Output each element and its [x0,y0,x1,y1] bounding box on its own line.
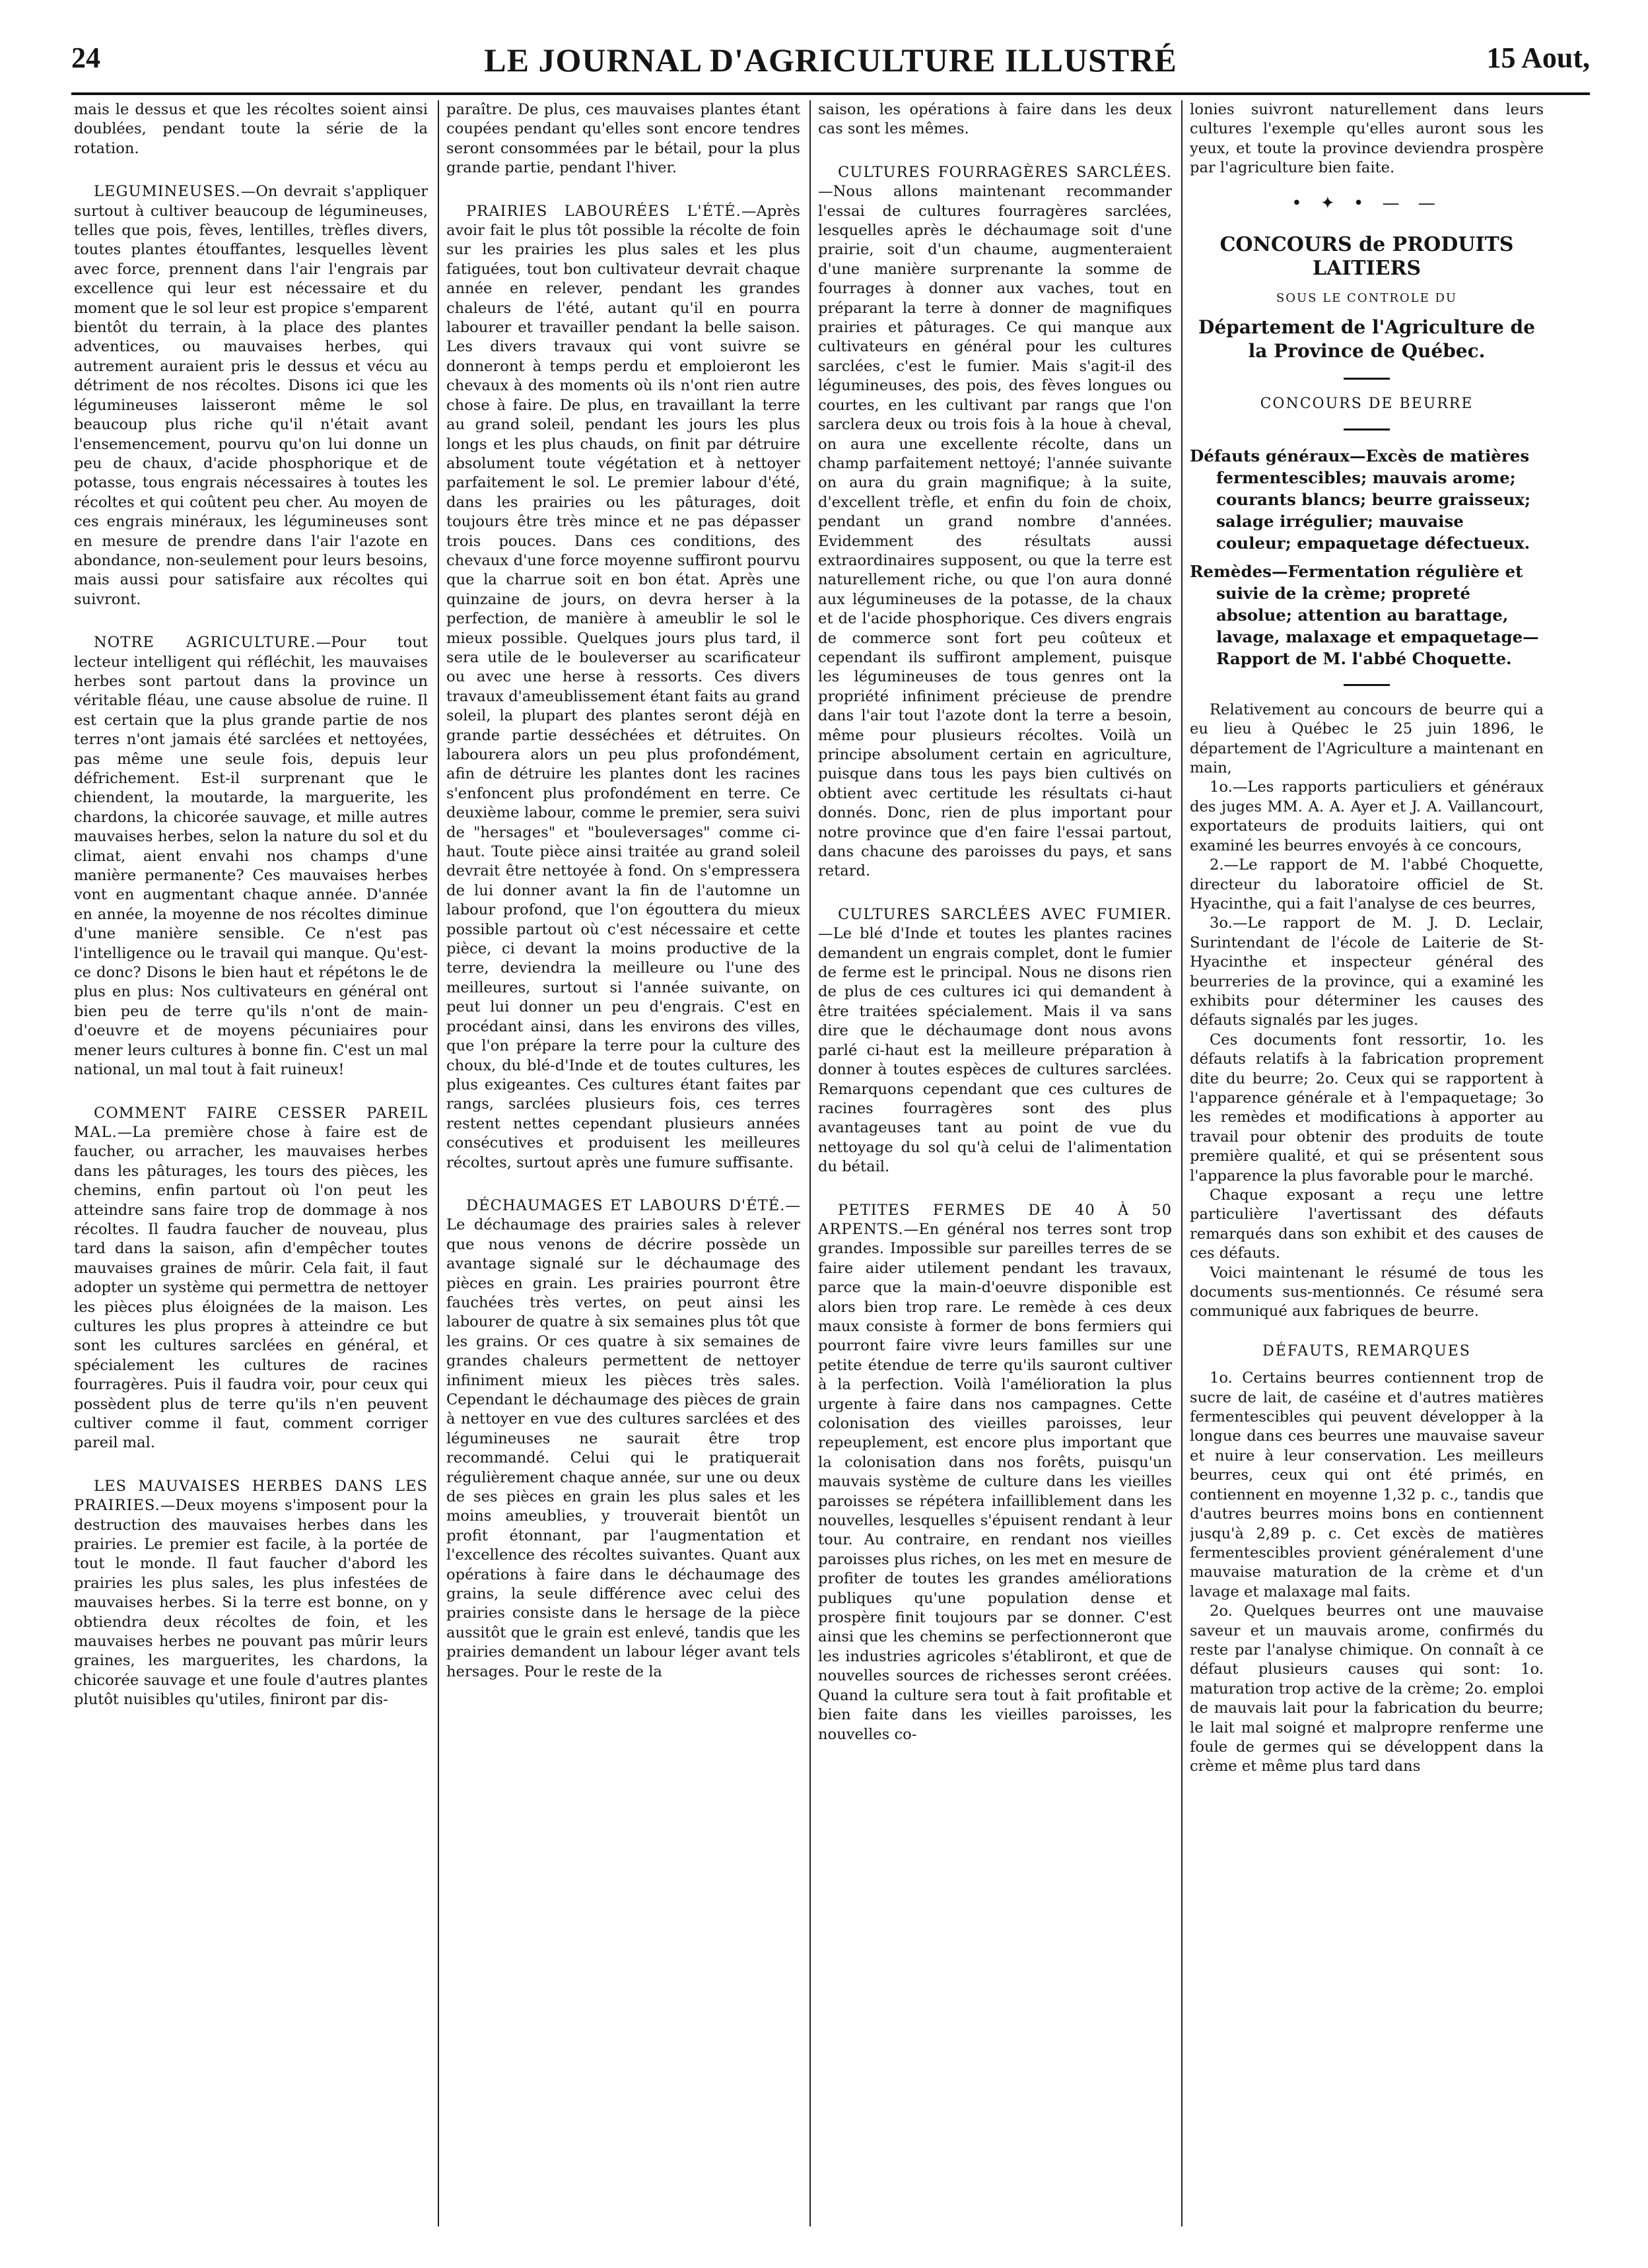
article-body: —Nous allons maintenant recommander l'essai de cultures fourragères sarclées, lesquelles après le déchaumage soit d'une prairie, soit d'un chaume, augmenteraient d'une manière surprenante la somme de fourrages à donner aux vaches, tout en préparant la terre à donner de magnifiques prairies et pâturages. Ce qui manque aux cultivateurs en général pour les cultures sarclées, c'est le fumier. Mais s'agit-il des légumineuses, des pois, des fèves longues ou courtes, en les cultivant par rangs que l'on sarclera deux ou trois fois à la houe à cheval, on aura une excellente récolte, dans un champ parfaitement nettoyé; l'année suivante on aura du grain magnifique; à la suite, d'excellent trèfle, et enfin du foin de choix, pendant un grand nombre d'années. Evidemment des résultats aussi extraordinaires supposent, ou que la terre est naturellement riche, ou que l'on aura donné aux légumineuses de la potasse, de la chaux et de l'acide phosphorique. Ces divers engrais de commerce sont fort peu coûteux et cependant ils suffiront amplement, puisque les légumineuses de tous genres ont la propriété infiniment précieuse de prendre dans l'air tout l'azote dont la terre a besoin, même pour plusieurs récoltes. Voilà un principe absolument certain en agriculture, puisque dans tous les pays bien cultivés on obtient avec certitude les résultats ci-haut donnés. Donc, rien de plus important pour notre province que d'en faire l'essai partout, dans chacune des paroisses du pays, et sans retard. [818,183,1172,880]
paragraph: Relativement au concours de beurre qui a eu lieu à Québec le 25 juin 1896, le département de l'Agriculture a maintenant en main, [1190,701,1544,777]
article-notre-agriculture [74,633,428,1080]
page-header [71,41,1590,87]
article-body: —Pour tout lecteur intelligent qui réfléchit, les mauvaises herbes sont partout dans la province un véritable fléau, une cause absolue de ruine. Il est certain que la plus grande partie de nos terres n'ont jamais été sarclées et nettoyées, pas même une seule fois, depuis leur défrichement. Est-il surprenant que le chiendent, la moutarde, la marguerite, les chardons, la chicorée sauvage, et mille autres mauvaises herbes, selon la nature du sol et du climat, aient envahi nos champs d'une manière permanente? Ces mauvaises herbes vont en augmentant chaque année. D'année en année, la moyenne de nos récoltes diminue d'une manière sensible. Ce n'est pas l'intelligence ou le travail qui manque. Qu'est-ce donc? Disons le bien haut et répétons le de plus en plus: Nos cultivateurs en général ont bien peu de terre qu'ils n'ont de main-d'oeuvre et de moyens pécuniaires pour mener leurs cultures à bonne fin. C'est un mal national, un mal tout à fait ruineux! [74,634,428,1079]
column-3 [818,100,1172,2226]
article-heading: CULTURES FOURRAGÈRES SARCLÉES. [838,163,1172,181]
article-cultures-sarclees [818,905,1172,1177]
article-mauvaises-herbes [74,1477,428,1710]
sous-controle-label: SOUS LE CONTROLE DU [1276,291,1458,306]
article-heading: LEGUMINEUSES. [94,183,241,201]
concours-title: CONCOURS de PRODUITS LAITIERS [1219,233,1514,281]
column-divider [438,100,439,2226]
article-body: —On devrait s'appliquer surtout à cultiver beaucoup de légumineuses, telles que pois, fèves, lentilles, trèfles divers, toutes plantes étouffantes, lesquelles lèvent avec force, prennent dans l'air l'engrais par excellence qui leur est nécessaire et du moment que le sol leur est propice s'emparent bientôt du terrain, à la place des plantes adventices, ou mauvaises herbes, qui autrement auraient pris le dessus et vécu au détriment de nos récoltes. Disons ici que les légumineuses laisseront même le sol beaucoup plus riche qu'il n'était avant l'ensemencement, pourvu qu'on lui donne un peu de chaux, d'acide phosphorique et de potasse, tous engrais nécessaires à toutes les récoltes et qui coûtent peu cher. Au moyen de ces engrais minéraux, les légumineuses sont en mesure de prendre dans l'air l'azote en abondance, non-seulement pour leurs besoins, mais aussi pour satisfaire aux récoltes qui suivront. [74,183,428,608]
paragraph: 2.—Le rapport de M. l'abbé Choquette, directeur du laboratoire officiel de St. Hyacinthe, qui a fait l'analyse de ces beurres, [1190,856,1544,912]
article-heading: COMMENT FAIRE CESSER PAREIL MAL. [74,1104,428,1141]
article-heading: CULTURES SARCLÉES AVEC FUMIER. [838,905,1172,923]
paragraph: 1o.—Les rapports particuliers et généraux des juges MM. A. A. Ayer et J. A. Vaillancourt, exportateurs de produits laitiers, qui ont examiné les beurres envoyés à ce concours, [1190,778,1544,854]
header-rule [71,92,1590,95]
paragraph: 1o. Certains beurres contiennent trop de sucre de lait, de caséine et d'autres matières fermentescibles qui peuvent développer à la longue dans ces beurres une mauvaise saveur et nuire à leur conservation. Les meilleurs beurres, ceux qui ont été primés, en contiennent en moyenne 1,32 p. c., tandis que d'autres beurres moins bons en contiennent jusqu'à 2,89 p. c. Cet excès de matières fermentescibles provient généralement d'une mauvaise maturation de la crème et d'un lavage et malaxage mal faits. [1190,1369,1544,1600]
col2-intro: paraître. De plus, ces mauvaises plantes étant coupées pendant qu'elles sont encore tendres seront consommées par le bétail, pour la plus grande partie, pendant l'hiver. [446,101,800,177]
article-comment-faire [74,1104,428,1453]
column-4 [1190,100,1544,2226]
short-rule [1344,429,1390,430]
ornament-divider: • ✦ • — — [1291,193,1442,213]
article-body: —Le blé d'Inde et toutes les plantes racines demandent un engrais complet, dont le fumier de ferme est le principal. Nous ne disons rien de plus de ces cultures ici qui demandent à être traitées spécialement. Mais il va sans dire que le déchaumage dont nous avons parlé ci-haut est la meilleure préparation à donner à toutes espèces de cultures sarclées. Remarquons cependant que ces cultures de racines fourragères sont des plus avantageuses tant au point de vue du nettoyage du sol qu'à celui de l'alimentation du bétail. [818,925,1172,1176]
column-divider [1181,100,1183,2226]
col3-intro: saison, les opérations à faire dans les deux cas sont les mêmes. [818,101,1172,138]
short-rule [1344,378,1390,380]
col1-intro: mais le dessus et que les récoltes soient ainsi doublées, pendant toute la série de la rotation. [74,101,428,157]
page-number: 24 [71,42,100,74]
column-divider [809,100,811,2226]
departement-heading: Département de l'Agriculture de la Province de Québec. [1198,316,1535,362]
defauts-remarques-heading: DÉFAUTS, REMARQUES [1262,1342,1471,1359]
column-2 [446,100,800,2226]
col4-intro: lonies suivront naturellement dans leurs cultures l'exemple qu'elles auront sous les yeux, et toute la province deviendra prospère par l'agriculture bien faite. [1190,101,1544,177]
issue-date: 15 Aout, [1486,42,1590,74]
article-dechaumages [446,1196,800,1682]
article-heading: NOTRE AGRICULTURE. [94,634,316,652]
article-cultures-fourrageres [818,163,1172,881]
remedes-text: Remèdes—Fermentation régulière et suivie de la crème; propreté absolue; attention au barattage, lavage, malaxage et empaquetage—Rapport de M. l'abbé Choquette. [1190,561,1539,668]
article-heading: DÉCHAUMAGES ET LABOURS D'ÉTÉ. [466,1196,786,1214]
journal-title: LE JOURNAL D'AGRICULTURE ILLUSTRÉ [484,42,1177,79]
article-heading: LES MAUVAISES HERBES DANS LES PRAIRIES. [74,1477,428,1515]
article-body: —Après avoir fait le plus tôt possible la récolte de foin sur les prairies les plus sales et les plus fatiguées, tout bon cultivateur devrait chaque année en relever, pendant les grandes chaleurs de l'été, autant qu'il en pourra labourer et travailler pendant la belle saison. Les divers travaux qui vont suivre se donneront à temps perdu et emploieront les chevaux à des moments où ils n'ont rien autre chose à faire. De plus, en travaillant la terre au grand soleil, pendant les jours les plus longs et les plus chauds, on finit par détruire absolument toute végétation et à nettoyer parfaitement le sol. Le premier labour d'été, dans les prairies ou les pâturages, doit toujours être très mince et ne pas dépasser trois pouces. Dans ces conditions, des chevaux d'une force moyenne suffiront pourvu que la charrue soit en bon état. Après une quinzaine de jours, on devra herser à la perfection, de manière à ameublir le sol le mieux possible. Quelques jours plus tard, il sera utile de le bouleverser au scarificateur ou avec une herse à ressorts. Ces divers travaux d'ameublissement étant faits au grand soleil, la plupart des plantes seront déjà en grande partie desséchées et détruites. On labourera alors un peu plus profondément, afin de détruire les plantes dont les racines s'enfoncent plus profondément en terre. Ce deuxième labour, comme le premier, sera suivi de "hersages" et "bouleversages" comme ci-haut. Toute pièce ainsi traitée au grand soleil devrait être nettoyée à fond. On s'empressera de lui donner avant la fin de l'automne un labour profond, que l'on égouttera du mieux possible partout où c'est nécessaire et cette pièce, ci devant la moins productive de la terre, deviendra la meilleure ou l'une des meilleures, surtout si l'année suivante, on peut lui donner un peu d'engrais. C'est en procédant ainsi, dans les environs des villes, que l'on prépare la terre pour la culture des choux, du blé-d'Inde et de toutes cultures, les plus exigeantes. Ces cultures étant faites par rangs, sarclées plusieurs fois, ces terres restent nettes cependant plusieurs années consécutives et produisent les meilleures récoltes, surtout après une fumure suffisante. [446,202,800,1171]
paragraph: 2o. Quelques beurres ont une mauvaise saveur et un mauvais arome, confirmés du reste par l'analyse chimique. On connaît à ce défaut plusieurs causes qui sont: 1o. maturation trop active de la crème; 2o. emploi de mauvais lait pour la fabrication du beurre; le lait mal soigné et malpropre renferme une foule de germes qui se développent dans la crème et même plus tard dans [1190,1602,1544,1775]
remedes-summary [1190,561,1544,670]
article-body: —En général nos terres sont trop grandes. Impossible sur pareilles terres de se faire aider utilement pendant les travaux, parce que la main-d'oeuvre disponible est alors bien trop rare. Le remède à ces deux maux consiste à former de bons fermiers qui pourront faire vivre leurs familles sur une petite étendue de terre qu'ils sauront cultiver à la perfection. Voilà l'amélioration la plus urgente à faire dans nos campagnes. Cette colonisation des vieilles paroisses, leur repeuplement, est encore plus important que la colonisation dans nos forêts, puisqu'un mauvais système de culture dans les vieilles paroisses se répétera infailliblement dans les nouvelles, lesquelles s'épuisent rendant à leur tour. Au contraire, en rendant nos vieilles paroisses plus riches, on les met en mesure de profiter de toutes les grandes améliorations publiques qu'une population dense et prospère finit toujours par se donner. C'est ainsi que les chemins se perfectionneront que les industries agricoles s'établiront, et que de nouvelles sources de richesses seront créées. Quand la culture sera tout à fait profitable et bien faite dans les vieilles paroisses, les nouvelles co- [818,1220,1172,1743]
article-body: —La première chose à faire est de faucher, ou arracher, les mauvaises herbes dans les pâturages, les tours des pièces, les chemins, enfin partout où l'on peut les atteindre sans faire trop de dommage à nos récoltes. Il faudra faucher de nouveau, plus tard dans la saison, afin d'empêcher toutes mauvaises graines de mûrir. Cela fait, il faut adopter un système qui permettra de nettoyer les pièces plus éloignées de la maison. Les cultures les plus propres à atteindre ce but sont les cultures sarclées en général, et spécialement les cultures de racines fourragères. Puis il faudra voir, pour ceux qui possèdent plus de terre qu'ils n'en peuvent cultiver comme il faut, comment corriger pareil mal. [74,1123,428,1452]
article-heading: PETITES FERMES DE 40 À 50 ARPENTS. [818,1201,1172,1238]
concours-beurre-heading: CONCOURS DE BEURRE [1260,395,1474,413]
paragraph: Chaque exposant a reçu une lettre particulière l'avertissant des défauts remarqués dans son exhibit et des causes de ces défauts. [1190,1186,1544,1262]
article-prairies-labourees [446,202,800,1173]
article-heading: PRAIRIES LABOURÉES L'ÉTÉ. [466,202,741,220]
paragraph: Voici maintenant le résumé de tous les documents sus-mentionnés. Ce résumé sera communiqué aux fabriques de beurre. [1190,1264,1544,1321]
defauts-generaux-summary [1190,445,1544,554]
article-body: —Deux moyens s'imposent pour la destruction des mauvaises herbes dans les prairies. Le premier est facile, à la portée de tout le monde. Il faut faucher d'abord les prairies les plus sales, les plus infestées de mauvaises herbes. Si la terre est bonne, on y obtiendra deux récoltes de foin, et les mauvaises herbes ne pouvant pas mûrir leurs graines, les marguerites, les chardons, la chicorée sauvage et une foule d'autres plantes plutôt nuisibles qu'utiles, finiront par dis- [74,1497,428,1709]
paragraph: 3o.—Le rapport de M. J. D. Leclair, Surintendant de l'école de Laiterie de St-Hyacinthe et inspecteur général des beurreries de la province, qui a examiné les exhibits pour déterminer les causes des défauts signalés par les juges. [1190,914,1544,1029]
paragraph: Ces documents font ressortir, 1o. les défauts relatifs à la fabrication proprement dite du beurre; 2o. Ceux qui se rapportent à l'apparence générale et à l'empaquetage; 3o les remèdes et modifications à apporter au travail pour obtenir des produits de toute première qualité, et qui se présentent sous l'apparence la plus favorable pour le marché. [1190,1031,1544,1185]
article-body: —Le déchaumage des prairies sales à relever que nous venons de décrire possède un avantage signalé sur le déchaumage des pièces en grain. Les prairies pourront être fauchées très vertes, on peut ainsi les labourer de quatre à six semaines plus tôt que les grains. Or ces quatre à six semaines de grandes chaleurs permettent de nettoyer infiniment mieux les pièces très sales. Cependant le déchaumage des pièces de grain à nettoyer en vue des cultures sarclées et des légumineuses ne saurait être trop recommandé. Celui qui le pratiquerait régulièrement chaque année, sur une ou deux de ses pièces en grain les plus sales et les moins ameublies, y trouverait bientôt un profit étonnant, par l'augmentation et l'excellence des récoltes suivantes. Quant aux opérations à faire dans le déchaumage des grains, la seule différence avec celui des prairies consiste dans le hersage de la pièce aussitôt que le grain est enlevé, tandis que les prairies demandent un labour léger avant tels hersages. Pour le reste de la [446,1196,800,1680]
short-rule [1344,684,1390,686]
defauts-generaux-text: Défauts généraux—Excès de matières fermentescibles; mauvais arome; courants blancs; beurre graisseux; salage irrégulier; mauvaise couleur; empaquetage défectueux. [1190,446,1531,553]
article-legumineuses [74,182,428,609]
column-1 [74,100,428,2226]
article-petites-fermes [818,1201,1172,1744]
